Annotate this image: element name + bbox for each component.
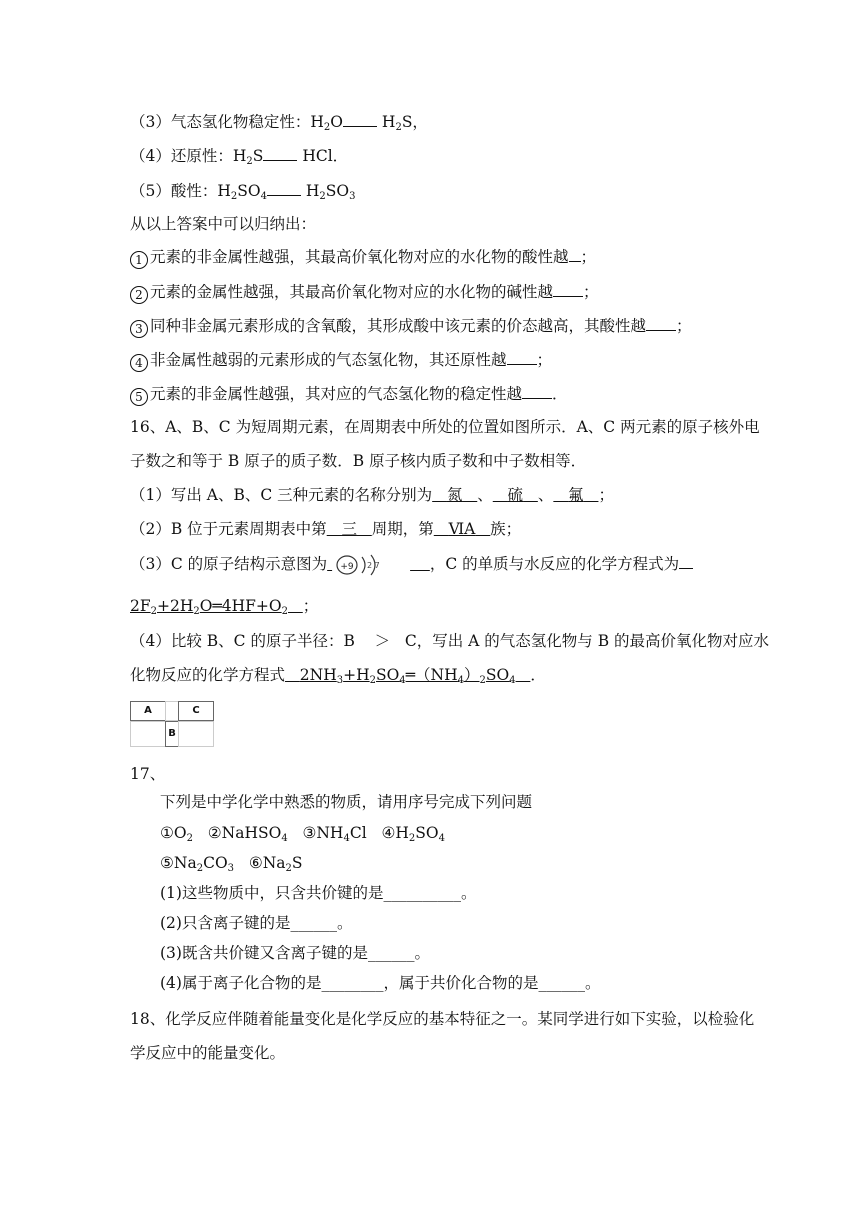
q16-intro-line-2: 子数之和等于 B 原子的质子数．B 原子核内质子数和中子数相等． bbox=[130, 452, 587, 470]
q16-intro-line-1: 16、A、B、C 为短周期元素，在周期表中所处的位置如图所示．A、C 两元素的原子核外电 bbox=[130, 418, 760, 436]
q17-substances-line-1: $①O_2$ ②NaHSO$_4$ $③NH_4Cl$ $④H_2SO_4$ bbox=[160, 824, 445, 844]
circled-number: 1 bbox=[130, 251, 148, 269]
q18-line-1: 18、化学反应伴随着能量变化是化学反应的基本特征之一。某同学进行如下实验，以检验化 bbox=[130, 1010, 755, 1028]
q18-line-2: 学反应中的能量变化。 bbox=[130, 1044, 286, 1062]
answer-group: ⅥA bbox=[448, 520, 476, 538]
q16-part2: （2）B 位于元素周期表中第 三 周期，第 ⅥA 族； bbox=[130, 520, 522, 538]
q16-part3-equation: $2F_2+2H_2O═4HF+O_2$ ； bbox=[130, 597, 319, 617]
q17-substances-line-2: $⑤Na_2CO_3$ $⑥Na_2S$ bbox=[160, 854, 303, 874]
circled-number: 2 bbox=[130, 286, 148, 304]
q15-item-4: 4 非金属性越弱的元素形成的气态氢化物，其还原性越 ； bbox=[130, 349, 552, 372]
periodic-table-fragment bbox=[130, 701, 214, 747]
q16-part4-line-1: （4）比较 B、C 的原子半径：B ＞ C，写出 A 的气态氢化物与 B 的最高价氧化物对应水 bbox=[130, 632, 770, 650]
q16-part3: （3）C 的原子结构示意图为 +9 2 7 ，C 的单质与水反应的化学方程式为 bbox=[130, 553, 693, 577]
q15-part5: （5）酸性：$H_2SO_4$ $H_2SO_3$ bbox=[130, 182, 356, 202]
answer-period: 三 bbox=[341, 520, 357, 538]
q17-question-2: (2)只含离子键的是______。 bbox=[160, 914, 353, 932]
atom-diagram-blank bbox=[327, 555, 430, 573]
q15-item-3: 3 同种非金属元素形成的含氧酸，其形成酸中该元素的价态越高，其酸性越 ； bbox=[130, 315, 692, 338]
q17-intro: 下列是中学化学中熟悉的物质，请用序号完成下列问题 bbox=[160, 793, 533, 811]
q15-item-5: 5 元素的非金属性越强，其对应的气态氢化物的稳定性越 ． bbox=[130, 383, 568, 406]
q15-item-1: 1 元素的非金属性越强，其最高价氧化物对应的水化物的酸性越 ； bbox=[130, 246, 596, 269]
q17-number: 17、 bbox=[130, 765, 166, 783]
atom-structure-diagram bbox=[334, 553, 408, 577]
cell-b: B bbox=[165, 721, 179, 747]
circled-number: 4 bbox=[130, 354, 148, 372]
q15-part3: （3）气态氢化物稳定性：$H_2O$ $H_2S$， bbox=[130, 113, 428, 133]
circled-number: 5 bbox=[130, 388, 148, 406]
q17-question-3: (3)既含共价键又含离子键的是______。 bbox=[160, 944, 430, 962]
cell-a: A bbox=[130, 701, 166, 721]
nucleus-charge: +9 bbox=[340, 562, 354, 572]
answer-a-name: 氮 bbox=[446, 486, 463, 504]
cell-c: C bbox=[178, 701, 214, 721]
answer-b-name: 硫 bbox=[507, 486, 524, 504]
q16-part1: （1）写出 A、B、C 三种元素的名称分别为 氮 、 硫 、 氟 ； bbox=[130, 486, 614, 504]
q16-part4-line-2: 化物反应的化学方程式 $2NH_3+H_2SO_4═(NH_4)_2SO_4$ ． bbox=[130, 666, 546, 686]
electron-shells: 2 7 bbox=[367, 561, 380, 570]
answer-c-name: 氟 bbox=[568, 486, 584, 504]
q15-part4: （4）还原性：$H_2S$ HCl． bbox=[130, 147, 349, 167]
q15-item-2: 2 元素的金属性越强，其最高价氧化物对应的水化物的碱性越 ； bbox=[130, 281, 599, 304]
circled-number: 3 bbox=[130, 320, 148, 338]
q17-question-4: (4)属于离子化合物的是________，属于共价化合物的是______。 bbox=[160, 974, 601, 992]
q15-summary: 从以上答案中可以归纳出： bbox=[130, 215, 317, 233]
q17-question-1: (1)这些物质中，只含共价键的是__________。 bbox=[160, 884, 477, 902]
